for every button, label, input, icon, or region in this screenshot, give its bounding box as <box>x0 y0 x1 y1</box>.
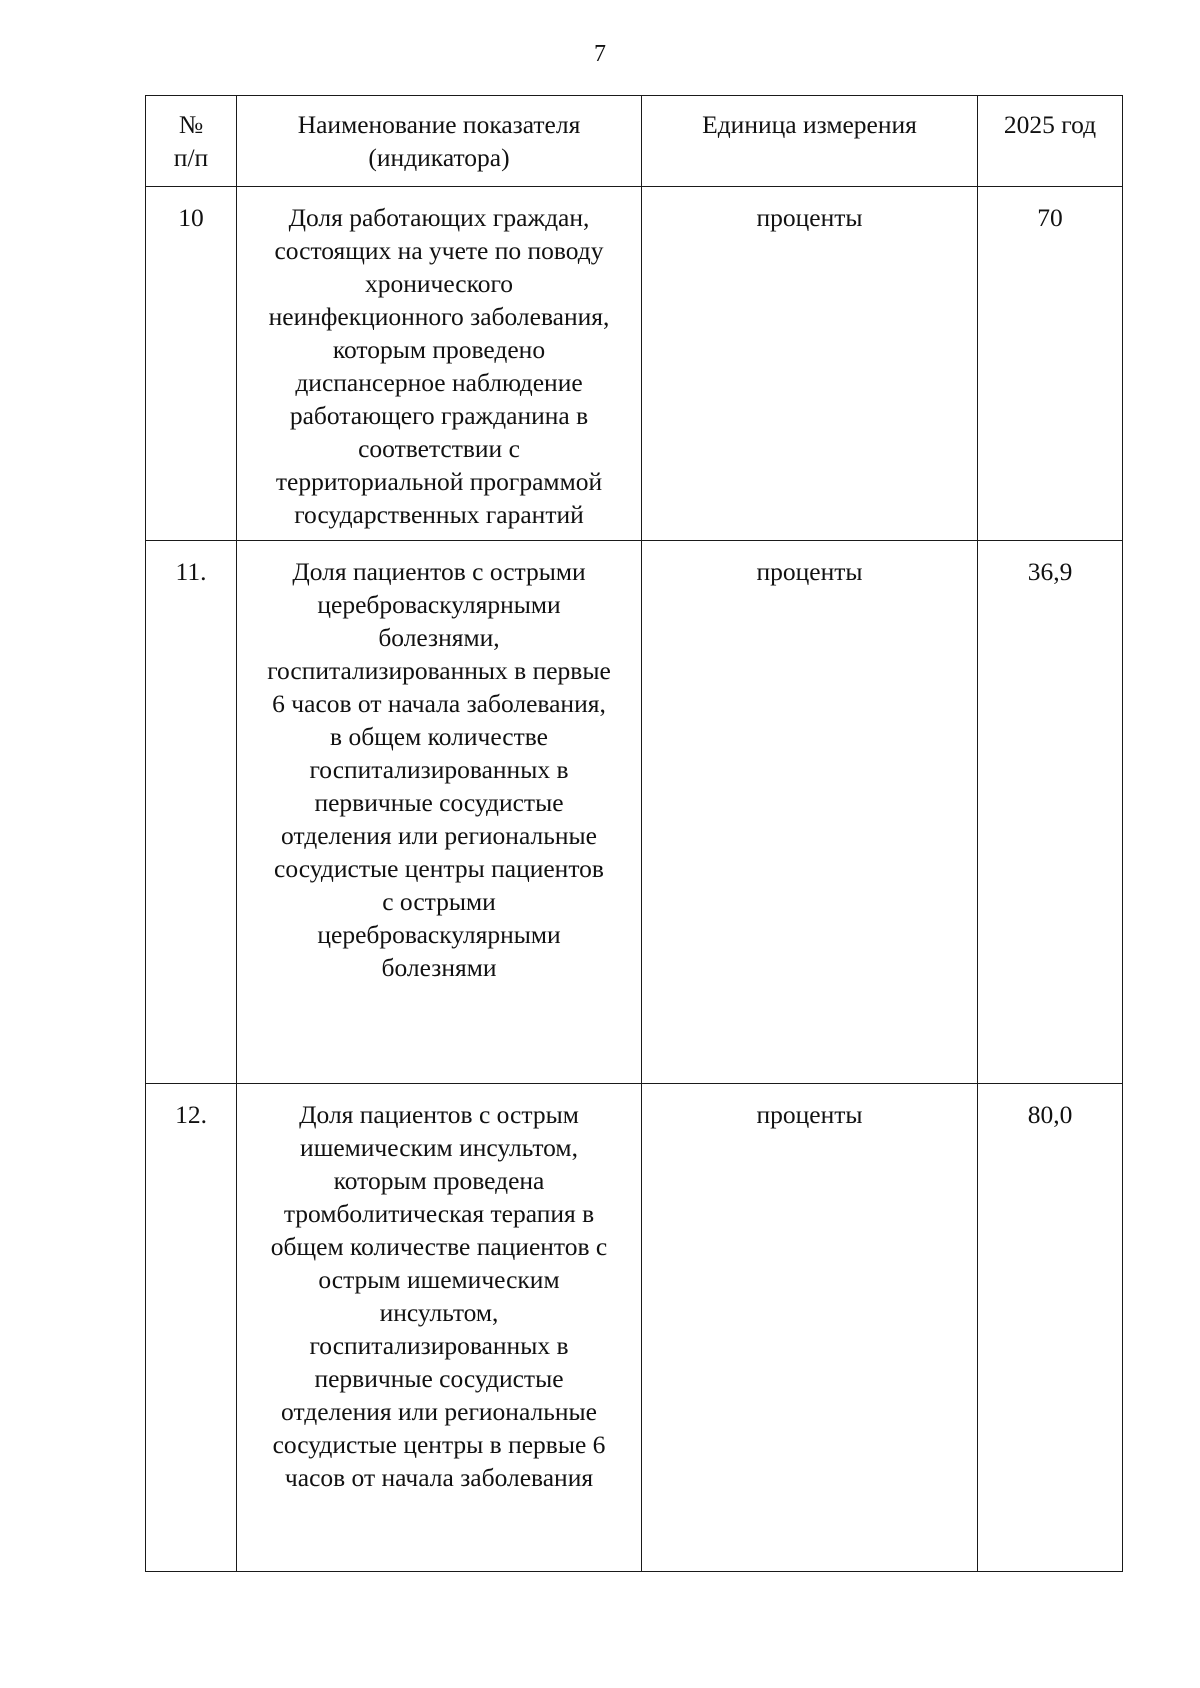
unit-cell: проценты <box>642 541 978 1084</box>
value-cell: 36,9 <box>978 541 1123 1084</box>
table-row <box>146 541 1123 1084</box>
unit-cell: проценты <box>642 187 978 541</box>
table-header-row <box>146 96 1123 187</box>
row-number: 12. <box>146 1084 237 1572</box>
row-number: 11. <box>146 541 237 1084</box>
unit-cell: проценты <box>642 1084 978 1572</box>
page-number: 7 <box>594 41 606 67</box>
value-cell: 80,0 <box>978 1084 1123 1572</box>
indicator-name: Доля пациентов с острыми цереброваскулярными болезнями, госпитализированных в первые 6 часов от начала заболевания, в общем количестве госпитализированных в первичные сосудистые отделения или региональные сосудистые центры пациентов с острыми цереброваскулярными болезнями <box>237 541 642 1084</box>
value-cell: 70 <box>978 187 1123 541</box>
header-unit: Единица измерения <box>642 96 978 187</box>
indicator-name: Доля работающих граждан, состоящих на учете по поводу хронического неинфекционного заболевания, которым проведено диспансерное наблюдение работающего гражданина в соответствии с территориальной программой государственных гарантий <box>237 187 642 541</box>
header-number: № п/п <box>146 96 237 187</box>
header-year: 2025 год <box>978 96 1123 187</box>
header-indicator-name: Наименование показателя (индикатора) <box>237 96 642 187</box>
indicator-name: Доля пациентов с острым ишемическим инсультом, которым проведена тромболитическая терапия в общем количестве пациентов с острым ишемическим инсультом, госпитализированных в первичные сосудистые отделения или региональные сосудистые центры в первые 6 часов от начала заболевания <box>237 1084 642 1572</box>
row-number: 10 <box>146 187 237 541</box>
indicators-table <box>145 95 1123 1572</box>
table-row <box>146 1084 1123 1572</box>
table-row <box>146 187 1123 541</box>
